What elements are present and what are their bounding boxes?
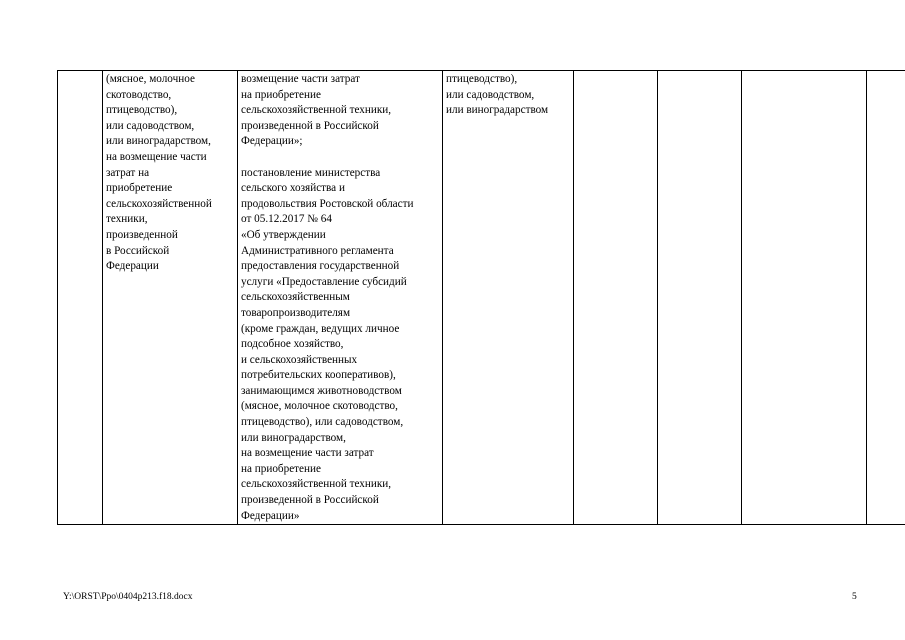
regulation-table xyxy=(57,70,905,525)
table-cell-activity: (мясное, молочное скотоводство, птицеводство), или садоводством, или виноградарством, на возмещение части затрат на приобретение сельскохозяйственной техники, произведенной в Российской Федерации xyxy=(103,71,238,525)
table-cell xyxy=(742,71,867,525)
table-cell-legal-basis: возмещение части затрат на приобретение сельскохозяйственной техники, произведенной в Российской Федерации»; постановление министерства сельского хозяйства и продовольствия Ростовской области от 05.12.2017 № 64 «Об утверждении Административного регламента предоставления государственной услуги «Предоставление субсидий сельскохозяйственным товаропроизводителям (кроме граждан, ведущих личное подсобное хозяйство, и сельскохозяйственных потребительских кооперативов), занимающимся животноводством (мясное, молочное скотоводство, птицеводство), или садоводством, или виноградарством, на возмещение части затрат на приобретение сельскохозяйственной техники, произведенной в Российской Федерации» xyxy=(238,71,443,525)
table-cell xyxy=(574,71,658,525)
table-cell-recipients: птицеводство), или садоводством, или виноградарством xyxy=(443,71,574,525)
table-row xyxy=(58,71,905,525)
page-number: 5 xyxy=(852,592,857,602)
footer-file-path: Y:\ORST\Ppo\0404p213.f18.docx xyxy=(63,592,193,602)
table-cell xyxy=(658,71,742,525)
table-cell xyxy=(867,71,905,525)
table-cell-number xyxy=(58,71,103,525)
